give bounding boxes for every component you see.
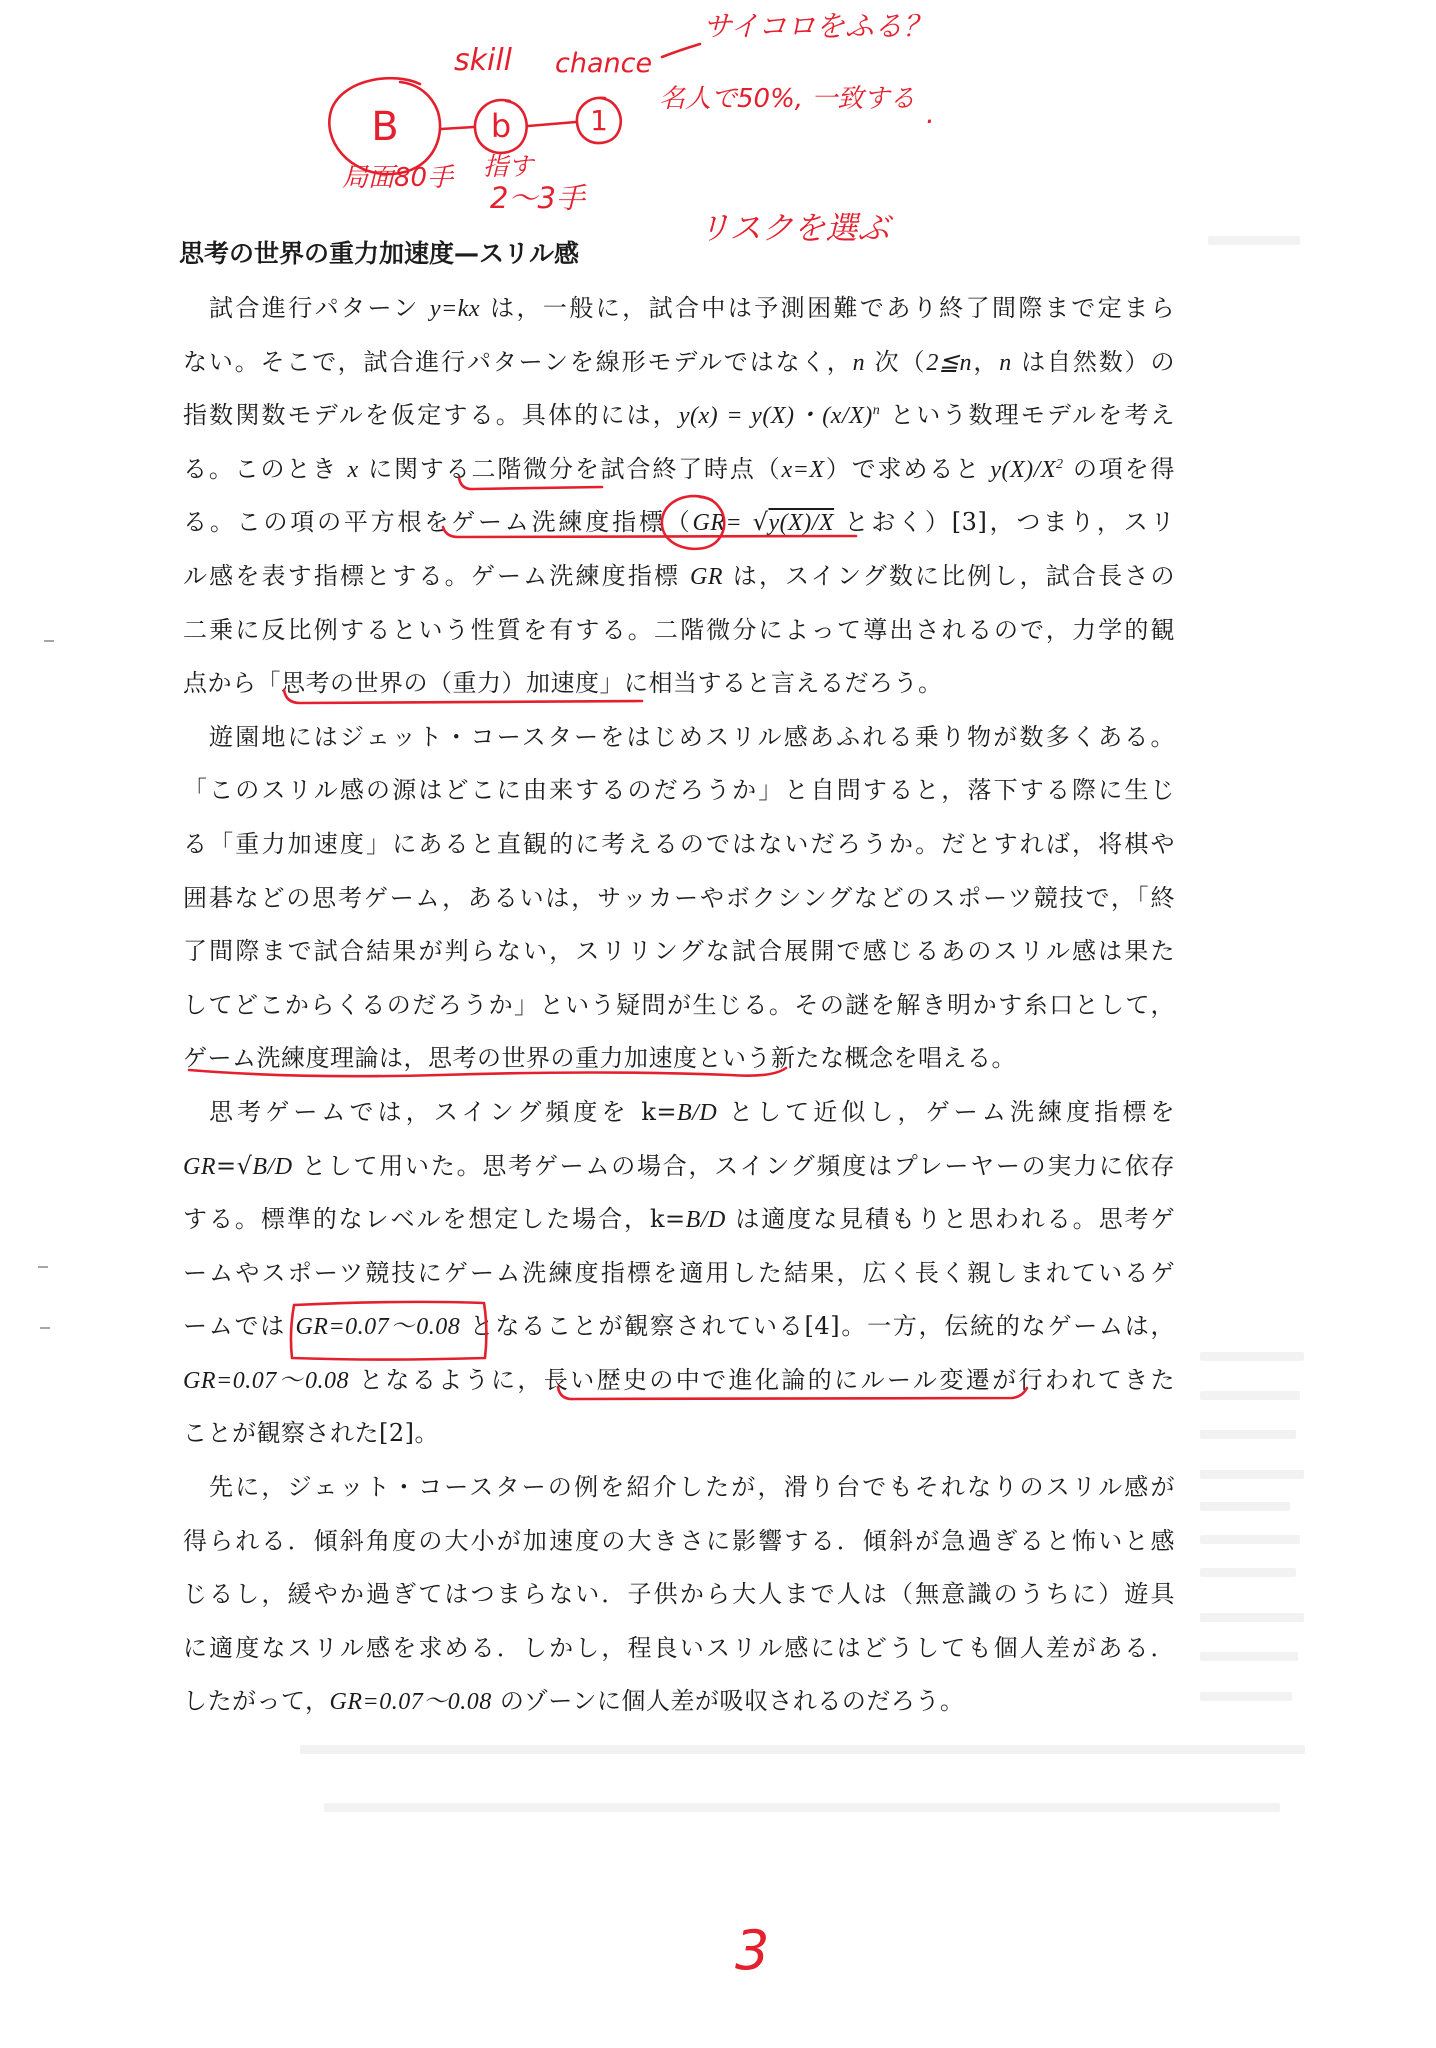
handwritten-one: 1	[590, 104, 608, 137]
bleed-through-line	[1200, 1568, 1296, 1577]
connector-small-b-to-one	[528, 122, 576, 126]
math-expression: n	[999, 349, 1012, 376]
text-segment: のゾーンに個人差が吸収されるのだろう。	[491, 1687, 965, 1716]
text-line	[183, 979, 1175, 1033]
text-segment: 「このスリル感の源はどこに由来するのだろうか」と自問すると，落下する際に生じ	[183, 776, 1175, 805]
handwritten-skill: skill	[454, 43, 513, 78]
text-line	[183, 282, 1175, 336]
text-segment: する。標準的なレベルを想定した場合，k=	[183, 1205, 686, 1234]
math-expression: n	[852, 349, 866, 376]
body-text	[183, 282, 1175, 1729]
text-segment: 得られる．傾斜角度の大小が加速度の大きさに影響する．傾斜が急過ぎると怖いと感	[183, 1526, 1175, 1555]
text-line	[183, 1675, 1175, 1729]
text-segment: したがって，	[183, 1687, 330, 1716]
text-line	[183, 443, 1175, 497]
text-segment: ない。そこで，試合進行パターンを線形モデルではなく，	[183, 347, 853, 376]
handwritten-page-number: 3	[735, 1919, 770, 1982]
text-segment: 点から「思考の世界の（重力）加速度」に相当すると言えるだろう。	[183, 669, 943, 698]
math-expression: GR=0.07〜0.08	[183, 1367, 349, 1394]
text-line	[183, 657, 1175, 711]
bleed-through-line	[1200, 1502, 1290, 1511]
text-segment: してどこからくるのだろうか」という疑問が生じる。その謎を解き明かす糸口として，	[183, 990, 1175, 1019]
math-expression: GR=	[692, 510, 743, 537]
math-expression: y=kx	[429, 296, 481, 322]
math-expression: y(X)/X	[990, 456, 1056, 483]
text-segment: の項を得	[1063, 454, 1175, 483]
handwritten-big-b-note: 局面80手	[342, 163, 454, 193]
text-line	[183, 389, 1175, 443]
text-segment: とおく）[3]，つまり，スリ	[834, 508, 1175, 537]
handwritten-small-b-note-2: 2〜3手	[490, 181, 585, 215]
math-expression: B/D	[677, 1099, 718, 1126]
math-expression: 2≦n	[926, 349, 972, 376]
text-segment: ームでは	[183, 1312, 296, 1341]
bleed-through-line	[1200, 1692, 1292, 1701]
text-segment: じるし，緩やか過ぎてはつまらない．子供から大人まで人は（無意識のうちに）遊具	[183, 1580, 1175, 1609]
text-line	[183, 1247, 1175, 1301]
text-segment: に適度なスリル感を求める．しかし，程良いスリル感にはどうしても個人差がある．	[183, 1633, 1175, 1662]
text-line	[183, 1193, 1175, 1247]
text-line	[183, 1032, 1175, 1086]
superscript: 2	[1056, 456, 1064, 472]
math-expression: x	[347, 456, 359, 483]
text-segment: として用いた。思考ゲームの場合，スイング頻度はプレーヤーの実力に依存	[292, 1151, 1175, 1180]
text-line	[183, 1300, 1175, 1354]
text-segment: は自然数）の	[1011, 347, 1175, 376]
text-line	[183, 872, 1175, 926]
text-segment: 試合進行パターン	[209, 294, 430, 322]
connector-b-to-small-b	[441, 127, 474, 129]
text-segment: となることが観察されている[4]。一方，伝統的なゲームは，	[460, 1312, 1175, 1341]
bleed-through-line	[1200, 1391, 1300, 1400]
scan-edge-mark	[38, 1266, 48, 1268]
math-expression: GR	[183, 1153, 216, 1180]
text-line	[183, 336, 1175, 390]
text-segment: 次（	[865, 347, 927, 376]
handwritten-small-b: b	[490, 107, 512, 145]
handwritten-small-b-note-1: 指す	[483, 152, 534, 181]
text-segment: ル感を表す指標とする。ゲーム洗練度指標	[183, 561, 690, 590]
math-expression: GR=0.07〜0.08	[329, 1689, 492, 1716]
text-segment: 二乗に反比例するという性質を有する。二階微分によって導出されるので，力学的観	[183, 615, 1175, 644]
math-expression: y(X)/X	[768, 510, 835, 537]
bleed-through-line	[1200, 1613, 1304, 1622]
dash-before-dice-note	[662, 44, 700, 57]
text-segment: 先に，ジェット・コースターの例を紹介したが，滑り台でもそれなりのスリル感が	[209, 1473, 1175, 1502]
text-segment: ，	[971, 347, 1000, 376]
bleed-through-line	[1200, 1430, 1296, 1439]
text-line	[183, 1461, 1175, 1515]
handwritten-big-b: B	[371, 104, 399, 150]
radical-sign: √	[742, 508, 769, 537]
text-line	[183, 550, 1175, 604]
handwritten-period: .	[926, 97, 935, 130]
math-expression: B/D	[685, 1207, 726, 1234]
scan-edge-mark	[40, 1327, 50, 1329]
bleed-through-line	[1200, 1352, 1304, 1361]
text-segment: 指数関数モデルを仮定する。具体的には，	[183, 401, 679, 430]
math-expression: GR=0.07〜0.08	[295, 1314, 461, 1341]
text-line	[183, 1407, 1175, 1461]
text-segment: る。この項の平方根をゲーム洗練度指標（	[183, 508, 693, 537]
text-line	[183, 818, 1175, 872]
text-line	[183, 1086, 1175, 1140]
text-segment: 遊園地にはジェット・コースターをはじめスリル感あふれる乗り物が数多くある。	[209, 722, 1175, 751]
math-expression: GR	[689, 563, 723, 590]
text-line	[183, 496, 1175, 550]
bleed-through-line	[324, 1803, 1280, 1812]
text-line	[183, 711, 1175, 765]
text-segment: る。このとき	[183, 454, 348, 483]
text-line	[183, 925, 1175, 979]
scan-edge-mark	[44, 640, 54, 642]
bleed-through-line	[1200, 1652, 1298, 1661]
text-line	[183, 1515, 1175, 1569]
text-segment: 思考ゲームでは，スイング頻度を k=	[209, 1097, 677, 1126]
text-segment: ームやスポーツ競技にゲーム洗練度指標を適用した結果，広く長く親しまれているゲ	[183, 1258, 1175, 1287]
text-segment: は，スイング数に比例し，試合長さの	[722, 561, 1175, 590]
text-line	[183, 1140, 1175, 1194]
bleed-through-line	[1208, 236, 1300, 245]
handwritten-chance: chance	[555, 48, 653, 79]
text-segment: ）で求めると	[824, 454, 991, 483]
bleed-through-line	[1200, 1470, 1304, 1479]
text-line	[183, 1622, 1175, 1676]
text-line	[183, 604, 1175, 658]
text-segment: は適度な見積もりと思われる。思考ゲ	[725, 1205, 1175, 1234]
math-expression: B/D	[252, 1153, 293, 1180]
text-segment: ゲーム洗練度理論は，思考の世界の重力加速度という新たな概念を唱える。	[183, 1044, 1016, 1073]
text-segment: る「重力加速度」にあると直観的に考えるのではないだろうか。だとすれば，将棋や	[183, 829, 1175, 858]
math-expression: y(x) = y(X)・(x/X)	[678, 403, 873, 430]
text-segment: =√	[216, 1151, 253, 1180]
handwritten-dice-question: サイコロをふる？	[703, 9, 932, 43]
text-segment: として近似し，ゲーム洗練度指標を	[717, 1097, 1175, 1126]
text-segment: に関する二階微分を試合終了時点（	[358, 454, 782, 483]
text-segment: という数理モデルを考え	[880, 401, 1175, 430]
superscript: n	[872, 403, 881, 419]
text-line	[183, 764, 1175, 818]
handwritten-meijin-note: 名人で50%, 一致する	[659, 84, 916, 114]
text-line	[183, 1568, 1175, 1622]
text-segment: 了間際まで試合結果が判らない，スリリングな試合展開で感じるあのスリル感は果た	[183, 937, 1175, 966]
text-segment: 囲碁などの思考ゲーム，あるいは，サッカーやボクシングなどのスポーツ競技で，「終	[183, 883, 1175, 912]
text-line	[183, 1354, 1175, 1408]
section-heading: 思考の世界の重力加速度—スリル感	[179, 239, 580, 268]
math-expression: x=X	[781, 456, 825, 483]
text-segment: ことが観察された[2]。	[183, 1419, 439, 1448]
handwritten-risk-note: リスクを選ぶ	[698, 209, 890, 247]
text-segment: は，一般に，試合中は予測困難であり終了間際まで定まら	[480, 294, 1175, 322]
bleed-through-line	[1200, 1535, 1300, 1544]
text-segment: となるように，長い歴史の中で進化論的にルール変遷が行われてきた	[349, 1365, 1175, 1394]
bleed-through-line	[300, 1745, 1305, 1754]
